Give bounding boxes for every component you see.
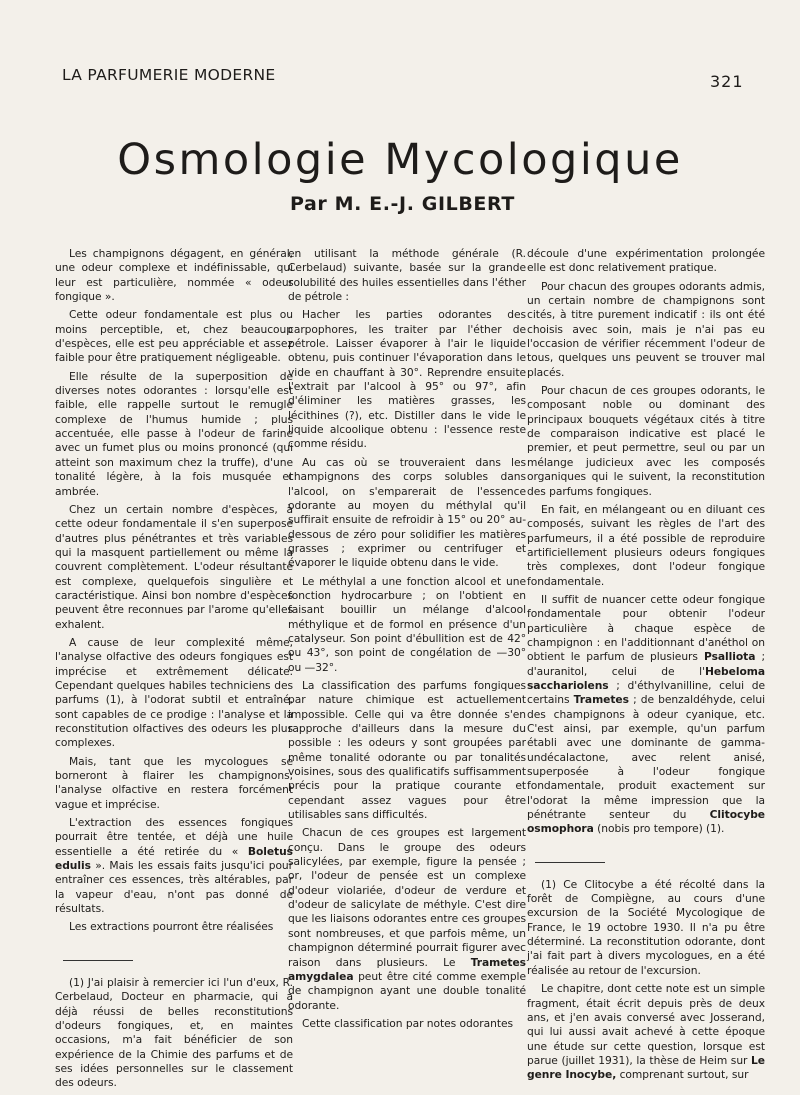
text-run: comprenant surtout, sur — [616, 1068, 749, 1082]
paragraph: Mais, tant que les mycologues se borneront à flairer les champignons, l'analyse olfactive en restera forcément vague et imprécise. — [55, 754, 293, 811]
text-run: Il suffit de nuancer cette odeur fongique fondamentale pour obtenir l'odeur particulière à chaque espèce de champignon : en l'additionnant d'anéthol on obtient le parfum de plusieurs — [527, 592, 765, 664]
text-run: ». Mais les essais faits jusqu'ici pour entraîner ces essences, très altérables, par la vapeur d'eau, n'ont pas donné de résultats. — [55, 859, 293, 916]
paragraph: découle d'une expérimentation prolongée elle est donc relativement pratique. — [527, 247, 765, 275]
text-run: Le chapitre, dont cette note est un simple fragment, était écrit depuis près de deux ans, et j'en avais conversé avec Josserand, qui lui aussi avait achevé à cette époque une étude sur cette question, lorsque est parue (juillet 1931), la thèse de Heim sur — [527, 982, 765, 1067]
species-name: Trametes — [573, 693, 629, 707]
species-name: Trametes amygdalea — [288, 955, 526, 983]
species-name: Clitocybe osmophora — [527, 808, 765, 836]
paragraph: La classification des parfums fongiques par nature chimique est actuellement impossible. Celle qui va être donnée s'en rapproche d'ailleurs dans la mesure du possible : les odeurs y sont groupées par même tonalité odorante ou par tonalités voisines, sous des qualificatifs suffisamment précis pour la pratique courante et cependant assez vagues pour être utilisables sans difficultés. — [288, 678, 526, 822]
paragraph: En fait, en mélangeant ou en diluant ces composés, suivant les règles de l'art des parfumeurs, il a été possible de reproduire artificiellement plusieurs odeurs fongiques très complexes, dont l'odeur fongique fondamentale. — [527, 502, 765, 588]
text-run: ; de benzaldéhyde, celui des champignons à odeur cyanique, etc. C'est ainsi, par exemple, qu'un parfum établi avec une dominante de gamma-undécalactone, avec relent anisé, superposée à l'odeur fongique fondamentale, produit exactement sur l'odorat la même impression que la pénétrante senteur du — [527, 693, 765, 822]
article-title: Osmologie Mycologique — [117, 135, 683, 185]
species-name: Hebeloma sacchariolens — [527, 664, 765, 692]
paragraph: Cette odeur fondamentale est plus ou moins perceptible, et, chez beaucoup d'espèces, elle est peu appréciable et assez faible pour être pratiquement négligeable. — [55, 308, 293, 365]
book-title: Le genre Inocybe, — [527, 1053, 765, 1082]
footnote: (1) Ce Clitocybe a été récolté dans la forêt de Compiègne, au cours d'une excursion de la Société Mycologique de France, le 19 octobre 1930. Il n'a pu être déterminé. La reconstitution odorante, dont j'ai fait part à divers mycologues, en a été réalisée au retour de l'excursion. — [527, 877, 765, 977]
running-head-journal: LA PARFUMERIE MODERNE — [62, 66, 276, 84]
text-run: (nobis pro tempore) (1). — [593, 822, 725, 836]
paragraph: Chez un certain nombre d'espèces, à cette odeur fondamentale il s'en superpose d'autres plus pénétrantes et très variables qui la masquent partiellement ou même la couvrent complètement. L'odeur résultante est complexe, quelquefois singulière et caractéristique. Ainsi bon nombre d'espèces peuvent être reconnues par l'arome qu'elles exhalent. — [55, 502, 293, 631]
paragraph: Cette classification par notes odorantes — [302, 1016, 513, 1030]
text-run: peut être cité comme exemple de champignon ayant une double tonalité odorante. — [288, 969, 526, 1012]
paragraph — [527, 593, 765, 837]
article-byline: Par M. E.-J. GILBERT — [290, 193, 515, 215]
paragraph: Le méthylal a une fonction alcool et une fonction hydrocarbure ; on l'obtient en faisant bouillir un mélange d'alcool méthylique et de formol en présence d'un catalyseur. Son point d'ébullition est de 42° ou 43°, son point de congélation de —30° ou —32°. — [288, 574, 526, 674]
paragraph: Pour chacun des groupes odorants admis, un certain nombre de champignons sont cités, à titre purement indicatif : ils ont été choisis avec soin, mais je n'ai pas eu l'occasion de vérifier récemment l'odeur de tous, quelques uns peuvent se trouver mal placés. — [527, 279, 765, 379]
text-run: L'extraction des essences fongiques pourrait être tentée, et déjà une huile essentielle a été retirée du « — [55, 816, 293, 858]
footnote-divider — [535, 862, 605, 863]
paragraph: Les extractions pourront être réalisées — [69, 920, 274, 934]
footnote-divider — [63, 960, 133, 961]
footnote: (1) J'ai plaisir à remercier ici l'un d'eux, R. Cerbelaud, Docteur en pharmacie, qui a déjà réussi de belles reconstitutions d'odeurs fongiques, et, en maintes occasions, m'a fait bénéficier de son expérience de la Chimie des parfums et de ses idées personnelles sur le classement des odeurs. — [55, 975, 293, 1090]
footnote-continued — [527, 982, 765, 1082]
paragraph — [55, 816, 293, 916]
column-1 — [55, 247, 293, 1095]
text-run: ; d'auranitol, celui de l' — [527, 650, 765, 678]
paragraph — [288, 826, 526, 1012]
page-number: 321 — [710, 72, 744, 91]
text-run: Chacun de ces groupes est largement conçu. Dans le groupe des odeurs salicylées, par exemple, figure la pensée ; or, l'odeur de pensée est un complexe d'odeur violariée, d'odeur de verdure et d'odeur de salicylate de méthyle. C'est dire que les liaisons odorantes entre ces groupes sont nombreuses, et que parfois même, un champignon déterminé pourrait figurer avec raison dans plusieurs. Le — [288, 826, 526, 969]
species-name: Psalliota — [703, 650, 756, 664]
column-2 — [288, 247, 526, 1035]
paragraph: Hacher les parties odorantes des carpophores, les traiter par l'éther de pétrole. Laisser évaporer à l'air le liquide obtenu, puis continuer l'évaporation dans le vide en chauffant à 30°. Reprendre ensuite l'extrait par l'alcool à 95° ou 97°, afin d'éliminer les matières grasses, les lécithines (?), etc. Distiller dans le vide le liquide alcoolique obtenu : l'essence reste comme résidu. — [288, 308, 526, 451]
paragraph: Les champignons dégagent, en général, une odeur complexe et indéfinissable, qui leur est particulière, nommée « odeur fongique ». — [55, 247, 293, 304]
paragraph: Elle résulte de la superposition de diverses notes odorantes : lorsqu'elle est faible, elle rappelle surtout le remugle complexe de l'humus humide ; plus accentuée, elle passe à l'odeur de farine avec un fumet plus ou moins prononcé (qui atteint son maximum chez la truffe), d'une tonalité légère, à la fois musquée et ambrée. — [55, 369, 293, 498]
text-run: ; d'éthylvanilline, celui de certains — [527, 678, 765, 707]
species-name: Boletus edulis — [55, 844, 293, 873]
paragraph: Au cas où se trouveraient dans les champignons des corps solubles dans l'alcool, on s'emparerait de l'essence odorante au moyen du méthylal qu'il suffirait ensuite de refroidir à 15° ou 20° au-dessous de zéro pour solidifier les matières grasses ; exprimer ou centrifuger et évaporer le liquide obtenu dans le vide. — [288, 455, 526, 570]
paragraph: en utilisant la méthode générale (R. Cerbelaud) suivante, basée sur la grande solubilité des huiles essentielles dans l'éther de pétrole : — [288, 247, 526, 304]
paragraph: A cause de leur complexité même, l'analyse olfactive des odeurs fongiques est imprécise et extrêmement délicate. Cependant quelques habiles techniciens des parfums (1), à l'odorat subtil et entraîné, sont capables de ce prodige : l'analyse et la reconstitution olfactives des odeurs les plus complexes. — [55, 635, 293, 750]
column-3 — [527, 247, 765, 1087]
paragraph: Pour chacun de ces groupes odorants, le composant noble ou dominant des principaux bouquets végétaux cités à titre de comparaison indicative est placé le premier, et peut permettre, seul ou par un mélange judicieux avec les composés organiques qui le suivent, la reconstitution des parfums fongiques. — [527, 384, 765, 498]
